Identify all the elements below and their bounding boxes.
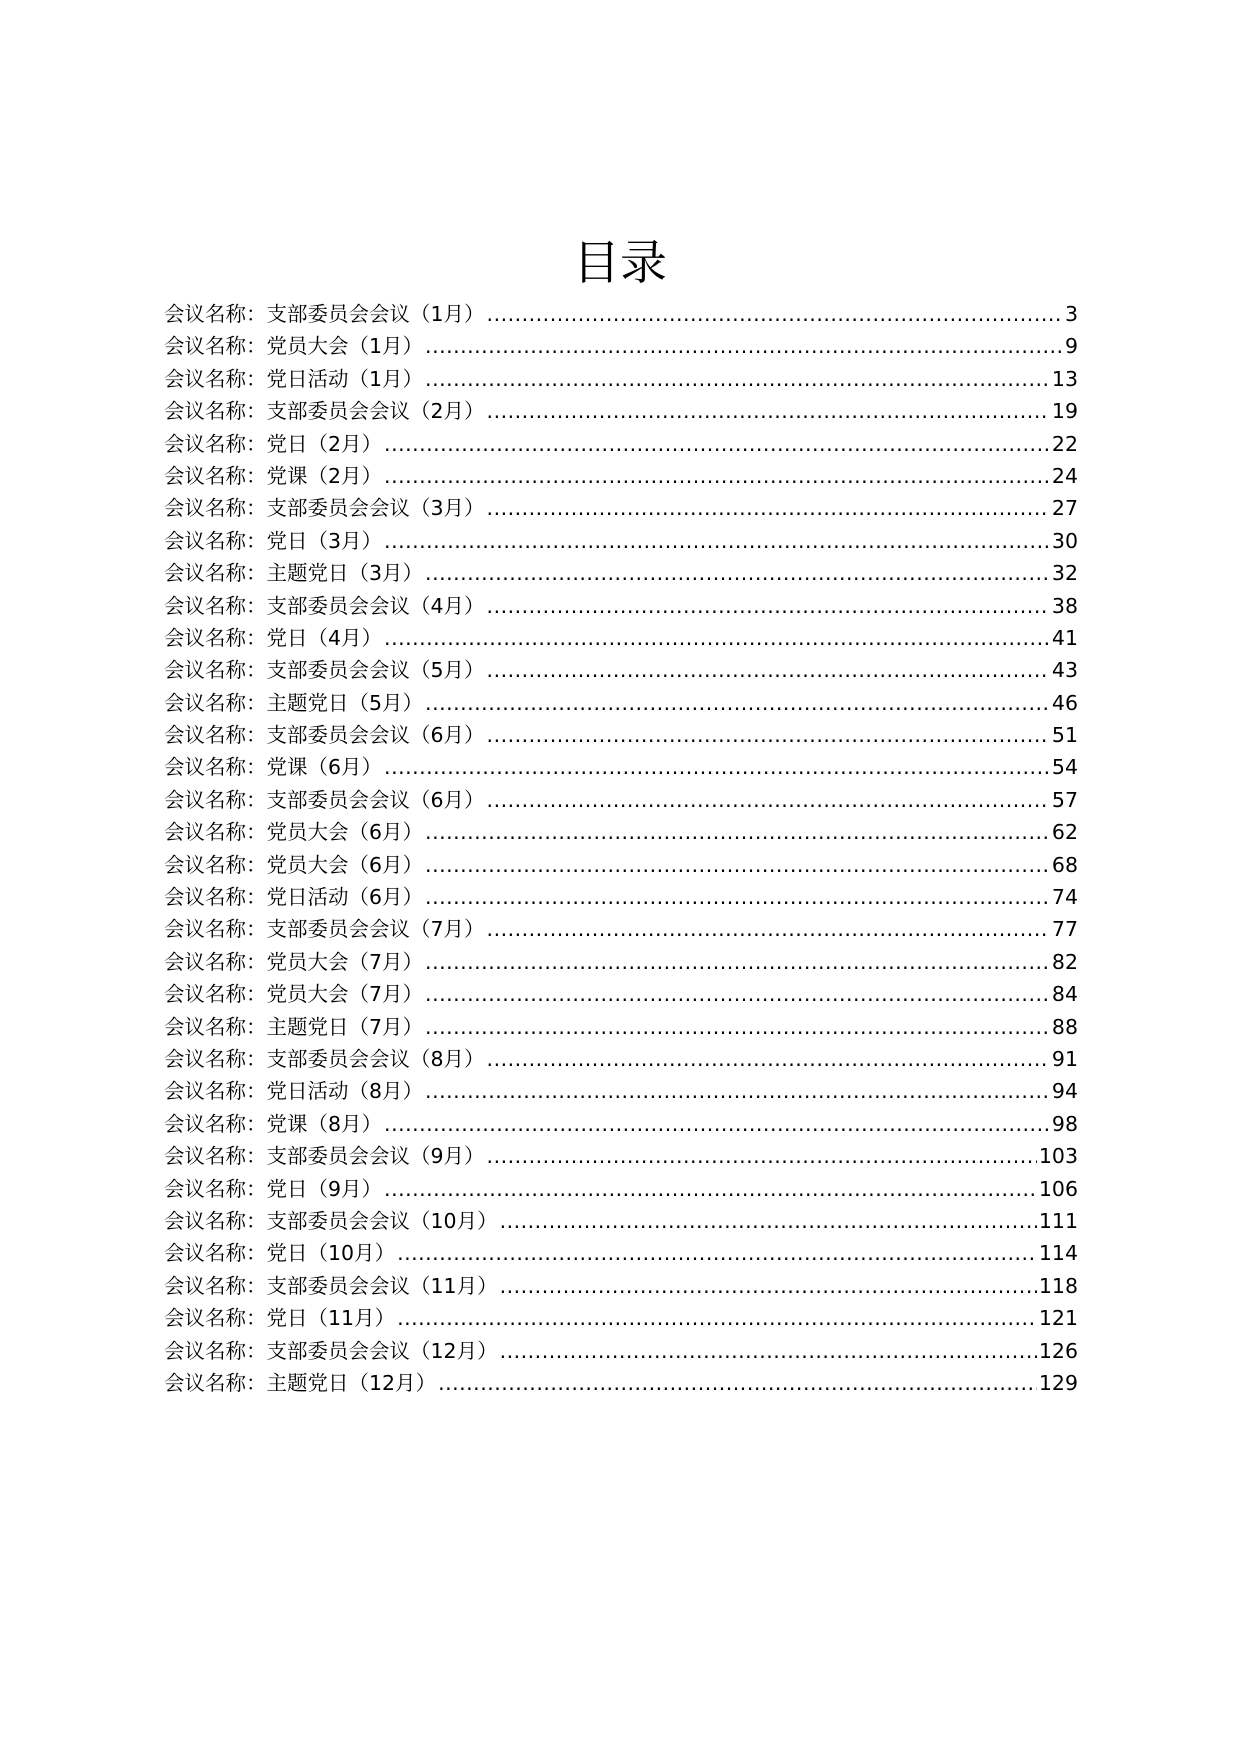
toc-dot-leader	[500, 1270, 1037, 1302]
toc-entry[interactable]	[164, 1205, 1078, 1237]
toc-entry-title: 会议名称：支部委员会会议（7月）	[164, 917, 485, 942]
toc-page-number: 84	[1051, 982, 1078, 1007]
toc-page-number: 94	[1051, 1079, 1078, 1104]
toc-entry[interactable]	[164, 1302, 1078, 1334]
toc-entry-title: 会议名称：党日（4月）	[164, 625, 383, 650]
toc-page-number: 91	[1051, 1046, 1078, 1071]
toc-page-number: 111	[1038, 1208, 1078, 1233]
toc-page-number: 62	[1051, 820, 1078, 845]
toc-entry-title: 会议名称：党课（8月）	[164, 1111, 383, 1136]
toc-entry-title: 会议名称：支部委员会会议（4月）	[164, 593, 485, 618]
toc-entry[interactable]	[164, 881, 1078, 913]
toc-entry-title: 会议名称：主题党日（7月）	[164, 1014, 424, 1039]
toc-dot-leader	[425, 978, 1050, 1010]
toc-page-number: 54	[1051, 755, 1078, 780]
toc-page-number: 51	[1051, 723, 1078, 748]
toc-entry[interactable]	[164, 492, 1078, 524]
toc-entry[interactable]	[164, 557, 1078, 589]
toc-page-number: 74	[1051, 885, 1078, 910]
toc-dot-leader	[384, 1173, 1037, 1205]
toc-entry-title: 会议名称：党员大会（6月）	[164, 852, 424, 877]
toc-page-number: 13	[1051, 366, 1078, 391]
toc-dot-leader	[487, 1043, 1050, 1075]
toc-entry[interactable]	[164, 1270, 1078, 1302]
toc-entry-title: 会议名称：主题党日（12月）	[164, 1370, 437, 1395]
toc-dot-leader	[487, 913, 1050, 945]
toc-page-number: 77	[1051, 917, 1078, 942]
toc-page-number: 103	[1038, 1144, 1078, 1169]
toc-page-number: 46	[1051, 690, 1078, 715]
toc-dot-leader	[487, 1140, 1037, 1172]
toc-entry[interactable]	[164, 330, 1078, 362]
toc-entry[interactable]	[164, 1075, 1078, 1107]
toc-page-number: 19	[1051, 399, 1078, 424]
toc-page-number: 106	[1038, 1176, 1078, 1201]
toc-dot-leader	[425, 1011, 1050, 1043]
toc-dot-leader	[487, 654, 1050, 686]
toc-entry[interactable]	[164, 525, 1078, 557]
toc-dot-leader	[487, 395, 1050, 427]
toc-entry[interactable]	[164, 590, 1078, 622]
toc-entry[interactable]	[164, 849, 1078, 881]
toc-dot-leader	[384, 1108, 1050, 1140]
toc-entry-title: 会议名称：党课（2月）	[164, 463, 383, 488]
toc-dot-leader	[425, 849, 1050, 881]
toc-page-number: 121	[1038, 1306, 1078, 1331]
toc-entry-title: 会议名称：党员大会（1月）	[164, 334, 424, 359]
toc-entry-title: 会议名称：支部委员会会议（2月）	[164, 399, 485, 424]
toc-entry-title: 会议名称：党员大会（7月）	[164, 982, 424, 1007]
toc-list	[164, 298, 1078, 1399]
toc-entry[interactable]	[164, 1237, 1078, 1269]
toc-entry-title: 会议名称：党日（3月）	[164, 528, 383, 553]
toc-dot-leader	[425, 557, 1050, 589]
toc-entry-title: 会议名称：支部委员会会议（6月）	[164, 787, 485, 812]
toc-entry-title: 会议名称：党员大会（6月）	[164, 820, 424, 845]
toc-entry-title: 会议名称：党日（9月）	[164, 1176, 383, 1201]
toc-page-number: 82	[1051, 949, 1078, 974]
toc-entry[interactable]	[164, 946, 1078, 978]
toc-entry[interactable]	[164, 1140, 1078, 1172]
toc-page-number: 22	[1051, 431, 1078, 456]
toc-entry[interactable]	[164, 622, 1078, 654]
toc-entry-title: 会议名称：支部委员会会议（5月）	[164, 658, 485, 683]
toc-page-number: 57	[1051, 787, 1078, 812]
toc-entry[interactable]	[164, 1335, 1078, 1367]
toc-entry-title: 会议名称：党日（2月）	[164, 431, 383, 456]
toc-page-number: 98	[1051, 1111, 1078, 1136]
toc-entry[interactable]	[164, 428, 1078, 460]
toc-entry-title: 会议名称：支部委员会会议（9月）	[164, 1144, 485, 1169]
toc-page-number: 32	[1051, 561, 1078, 586]
toc-entry-title: 会议名称：支部委员会会议（8月）	[164, 1046, 485, 1071]
toc-entry-title: 会议名称：党日（10月）	[164, 1241, 396, 1266]
toc-entry-title: 会议名称：党课（6月）	[164, 755, 383, 780]
toc-entry-title: 会议名称：党日活动（6月）	[164, 885, 424, 910]
toc-page-number: 41	[1051, 625, 1078, 650]
toc-entry[interactable]	[164, 363, 1078, 395]
toc-page-number: 126	[1038, 1338, 1078, 1363]
toc-entry[interactable]	[164, 298, 1078, 330]
toc-entry-title: 会议名称：支部委员会会议（11月）	[164, 1273, 498, 1298]
toc-dot-leader	[384, 460, 1050, 492]
toc-entry[interactable]	[164, 1011, 1078, 1043]
toc-entry-title: 会议名称：支部委员会会议（10月）	[164, 1208, 498, 1233]
toc-dot-leader	[397, 1237, 1037, 1269]
toc-dot-leader	[384, 751, 1050, 783]
toc-entry[interactable]	[164, 913, 1078, 945]
toc-entry-title: 会议名称：党员大会（7月）	[164, 949, 424, 974]
toc-entry[interactable]	[164, 1367, 1078, 1399]
toc-page-number: 24	[1051, 463, 1078, 488]
toc-entry[interactable]	[164, 687, 1078, 719]
toc-entry-title: 会议名称：支部委员会会议（6月）	[164, 723, 485, 748]
toc-page-number: 9	[1064, 334, 1078, 359]
toc-dot-leader	[487, 298, 1063, 330]
toc-entry[interactable]	[164, 1043, 1078, 1075]
toc-dot-leader	[438, 1367, 1037, 1399]
toc-page-number: 129	[1038, 1370, 1078, 1395]
toc-dot-leader	[384, 525, 1050, 557]
toc-entry-title: 会议名称：支部委员会会议（1月）	[164, 302, 485, 326]
toc-entry[interactable]	[164, 784, 1078, 816]
toc-entry-title: 会议名称：主题党日（5月）	[164, 690, 424, 715]
toc-dot-leader	[384, 428, 1050, 460]
toc-page-number: 38	[1051, 593, 1078, 618]
toc-entry[interactable]	[164, 978, 1078, 1010]
toc-page-number: 118	[1038, 1273, 1078, 1298]
toc-page-number: 68	[1051, 852, 1078, 877]
toc-dot-leader	[425, 330, 1063, 362]
toc-entry[interactable]	[164, 1108, 1078, 1140]
toc-entry-title: 会议名称：党日（11月）	[164, 1306, 396, 1331]
toc-dot-leader	[425, 687, 1050, 719]
toc-dot-leader	[500, 1335, 1037, 1367]
toc-dot-leader	[425, 363, 1050, 395]
toc-dot-leader	[384, 622, 1050, 654]
toc-dot-leader	[425, 1075, 1050, 1107]
toc-dot-leader	[425, 816, 1050, 848]
toc-entry[interactable]	[164, 719, 1078, 751]
toc-entry[interactable]	[164, 816, 1078, 848]
toc-entry-title: 会议名称：支部委员会会议（12月）	[164, 1338, 498, 1363]
toc-dot-leader	[500, 1205, 1037, 1237]
toc-entry[interactable]	[164, 654, 1078, 686]
toc-entry[interactable]	[164, 751, 1078, 783]
toc-dot-leader	[487, 784, 1050, 816]
toc-entry-title: 会议名称：支部委员会会议（3月）	[164, 496, 485, 521]
toc-page-number: 3	[1064, 302, 1078, 326]
toc-entry-title: 会议名称：党日活动（1月）	[164, 366, 424, 391]
toc-entry-title: 会议名称：主题党日（3月）	[164, 561, 424, 586]
toc-entry[interactable]	[164, 395, 1078, 427]
toc-dot-leader	[487, 492, 1050, 524]
toc-page-number: 88	[1051, 1014, 1078, 1039]
toc-entry[interactable]	[164, 1173, 1078, 1205]
toc-title: 目录	[573, 236, 667, 291]
toc-page-number: 43	[1051, 658, 1078, 683]
toc-page-number: 27	[1051, 496, 1078, 521]
toc-dot-leader	[425, 881, 1050, 913]
toc-dot-leader	[425, 946, 1050, 978]
toc-page-number: 114	[1038, 1241, 1078, 1266]
toc-page-number: 30	[1051, 528, 1078, 553]
toc-entry[interactable]	[164, 460, 1078, 492]
toc-entry-title: 会议名称：党日活动（8月）	[164, 1079, 424, 1104]
toc-dot-leader	[487, 719, 1050, 751]
toc-dot-leader	[487, 590, 1050, 622]
toc-dot-leader	[397, 1302, 1037, 1334]
